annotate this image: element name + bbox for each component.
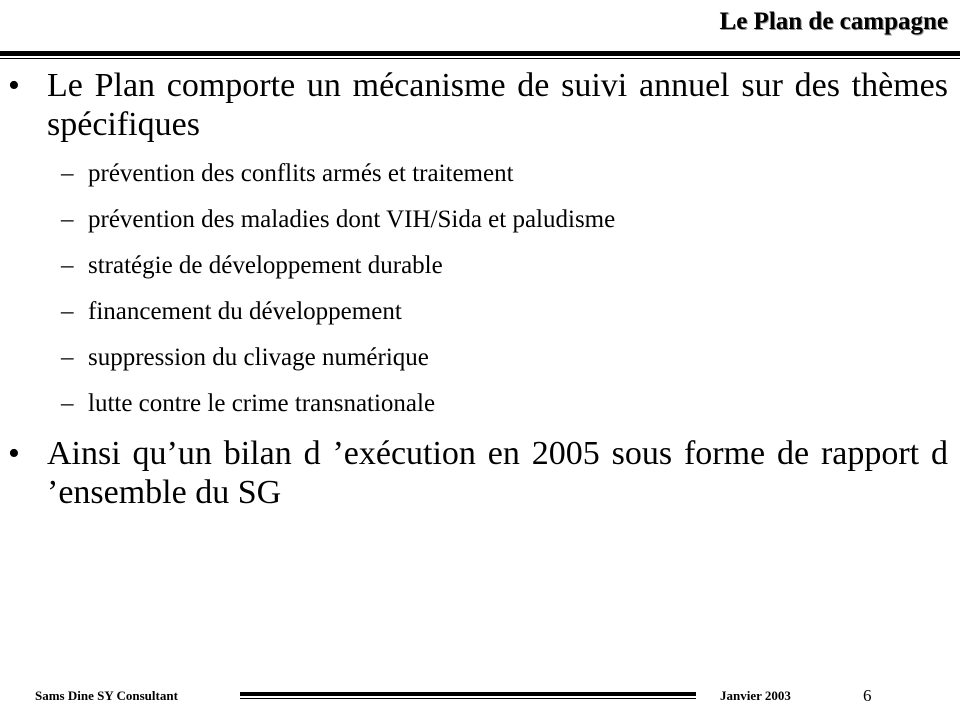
sub-bullet-dash: – [61,390,74,417]
bullet-item [0,66,960,144]
footer-author: Sams Dine SY Consultant [35,688,178,703]
sub-bullet-dash: – [61,252,74,279]
sub-bullet-item [0,296,960,328]
sub-bullet-item [0,342,960,374]
header-divider-thin-line [0,58,960,59]
sub-bullet-dash: – [61,298,74,325]
header-divider [0,51,960,61]
sub-bullet-dash: – [61,344,74,371]
sub-bullet-item [0,388,960,420]
sub-bullet-dash: – [61,160,74,187]
slide-footer [0,686,960,708]
sub-bullet-item [0,158,960,190]
sub-bullet-list [0,158,960,420]
sub-bullet-text: lutte contre le crime transnationale [88,390,436,417]
footer-date: Janvier 2003 [720,688,791,703]
bullet-marker: • [8,67,20,104]
sub-bullet-text: financement du développement [88,298,402,325]
sub-bullet-dash: – [61,206,74,233]
footer-divider-thin-line [240,698,696,699]
slide-body [0,66,960,512]
sub-bullet-text: prévention des maladies dont VIH/Sida et paludisme [88,206,616,233]
sub-bullet-text: suppression du clivage numérique [88,344,429,371]
sub-bullet-text: prévention des conflits armés et traitement [88,160,514,187]
footer-divider [240,692,696,700]
sub-bullet-item [0,250,960,282]
bullet-marker: • [8,435,20,472]
sub-bullet-item [0,204,960,236]
bullet-text: Ainsi qu’un bilan d ’exécution en 2005 sous forme de rapport d ’ensemble du SG [47,435,948,511]
sub-bullet-text: stratégie de développement durable [88,252,443,279]
bullet-text: Le Plan comporte un mécanisme de suivi annuel sur des thèmes spécifiques [47,67,948,143]
footer-divider-thick-line [240,692,696,696]
header-divider-thick-line [0,51,960,56]
bullet-item [0,434,960,512]
page-number: 6 [863,686,872,705]
slide-title: Le Plan de campagne [719,8,948,35]
